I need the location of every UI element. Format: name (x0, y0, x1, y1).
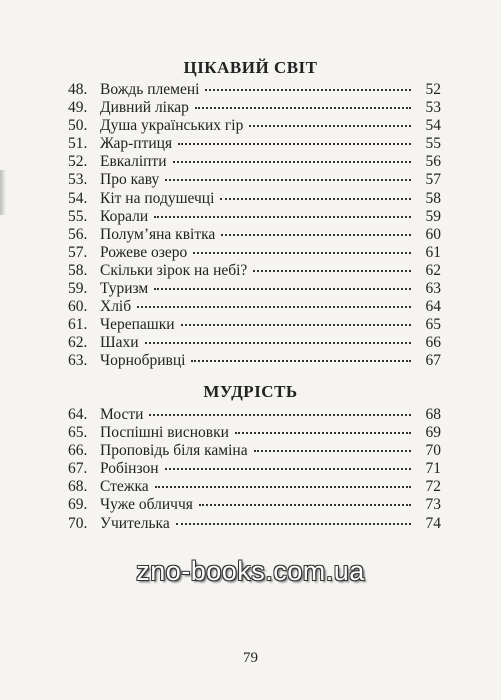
toc-entry-title: Полум’яна квітка (100, 225, 216, 243)
toc-entry-page: 69 (425, 424, 441, 442)
toc-dot-leader (254, 449, 411, 452)
toc-entry (68, 460, 441, 478)
toc-entry-number: 48. (68, 81, 88, 98)
toc-entry-title: Жар-птиця (100, 135, 173, 153)
section-title-mudrist: МУДРІСТЬ (203, 382, 298, 401)
toc-entry-title: Стежка (100, 478, 149, 496)
toc-entry-page: 66 (425, 334, 441, 352)
toc-entry-number: 63. (68, 352, 88, 370)
toc-dot-leader (220, 197, 411, 200)
toc-entry (68, 81, 441, 99)
toc-entry (68, 171, 441, 189)
toc-entry (68, 515, 441, 533)
toc-entry-page: 72 (425, 478, 441, 496)
toc-entry-title: Про каву (100, 171, 160, 189)
toc-dot-leader (195, 106, 411, 109)
toc-entry (68, 406, 441, 424)
toc-entry (68, 153, 441, 171)
toc-entry-page: 56 (425, 153, 441, 171)
toc-entry-page: 67 (425, 352, 441, 370)
toc-entry (68, 262, 441, 280)
toc-entry-number: 57. (68, 243, 88, 261)
toc-entry-number: 59. (68, 280, 88, 298)
toc-entry (68, 208, 441, 226)
toc-entry-title: Черепашки (100, 316, 175, 334)
toc-dot-leader (137, 305, 411, 308)
section-title-cikavyi-svit: ЦІКАВИЙ СВІТ (183, 58, 318, 77)
toc-entry-title: Скільки зірок на небі? (100, 261, 248, 279)
toc-entry-number: 52. (68, 153, 88, 171)
toc-entry-title: Туризм (100, 280, 149, 298)
toc-entry-number: 65. (68, 424, 88, 442)
page-number: 79 (243, 650, 258, 666)
toc-entry-title: Рожеве озеро (100, 243, 188, 261)
toc-entry (68, 117, 441, 135)
toc-entry-title: Корали (100, 207, 149, 225)
toc-entry-title: Чорнобривці (100, 352, 186, 370)
watermark: zno-books.com.ua (136, 556, 365, 586)
toc-entry-page: 59 (425, 207, 441, 225)
toc-entry-number: 51. (68, 135, 88, 153)
toc-entry-number: 53. (68, 171, 88, 189)
toc-entry-page: 73 (425, 496, 441, 514)
toc-entry-title: Учителька (100, 514, 170, 532)
toc-entry-number: 49. (68, 99, 88, 117)
toc-entry-number: 58. (68, 261, 88, 279)
toc-dot-leader (221, 233, 411, 236)
toc-dot-leader (181, 323, 411, 326)
toc-entry-number: 56. (68, 225, 88, 243)
toc-entry-page: 55 (425, 135, 441, 153)
toc-entry-page: 53 (425, 99, 441, 117)
toc-dot-leader (154, 287, 411, 290)
toc-dot-leader (253, 269, 411, 272)
toc-entry-number: 55. (68, 207, 88, 225)
toc-entry (68, 442, 441, 460)
toc-entry-title: Кіт на подушечці (100, 189, 215, 207)
toc-entry-title: Чуже обличчя (100, 496, 193, 514)
toc-list-cikavyi-svit (68, 81, 441, 371)
toc-entry (68, 352, 441, 370)
toc-entry-page: 54 (425, 117, 441, 135)
toc-entry-title: Поспішні висновки (100, 424, 229, 442)
toc-entry (68, 135, 441, 153)
toc-dot-leader (149, 413, 411, 416)
toc-entry-number: 61. (68, 316, 88, 334)
toc-dot-leader (176, 522, 411, 525)
toc-entry-page: 64 (425, 298, 441, 316)
toc-dot-leader (173, 160, 411, 163)
toc-entry (68, 244, 441, 262)
toc-entry (68, 424, 441, 442)
toc-entry-title: Хліб (100, 298, 132, 316)
toc-entry (68, 478, 441, 496)
toc-entry-number: 60. (68, 298, 88, 316)
toc-dot-leader (193, 251, 411, 254)
toc-dot-leader (249, 124, 411, 127)
toc-entry (68, 496, 441, 514)
toc-entry-title: Шахи (100, 334, 139, 352)
toc-dot-leader (165, 467, 411, 470)
toc-entry-page: 61 (425, 243, 441, 261)
toc-entry (68, 334, 441, 352)
toc-dot-leader (235, 431, 411, 434)
toc-entry (68, 280, 441, 298)
toc-entry-page: 58 (425, 189, 441, 207)
toc-dot-leader (199, 503, 411, 506)
toc-dot-leader (165, 178, 411, 181)
toc-entry-page: 52 (425, 81, 441, 98)
toc-dot-leader (154, 215, 411, 218)
toc-entry-page: 57 (425, 171, 441, 189)
toc-entry-page: 62 (425, 261, 441, 279)
toc-entry (68, 298, 441, 316)
toc-entry-number: 67. (68, 460, 88, 478)
toc-entry-number: 54. (68, 189, 88, 207)
toc-dot-leader (155, 485, 411, 488)
toc-entry (68, 316, 441, 334)
page-edge-shadow (0, 170, 6, 215)
toc-entry-page: 65 (425, 316, 441, 334)
toc-entry-title: Робінзон (100, 460, 159, 478)
toc-entry-title: Евкаліпти (100, 153, 167, 171)
toc-entry-number: 70. (68, 514, 88, 532)
toc-entry-page: 63 (425, 280, 441, 298)
toc-dot-leader (191, 359, 411, 362)
toc-entry-page: 71 (425, 460, 441, 478)
toc-entry-page: 74 (425, 514, 441, 532)
toc-dot-leader (145, 341, 411, 344)
toc-entry-title: Проповідь біля каміна (100, 442, 248, 460)
toc-entry-number: 69. (68, 496, 88, 514)
toc-entry (68, 190, 441, 208)
toc-entry-page: 60 (425, 225, 441, 243)
toc-entry (68, 226, 441, 244)
toc-entry (68, 99, 441, 117)
toc-entry-title: Душа українських гір (100, 117, 244, 135)
toc-entry-title: Дивний лікар (100, 99, 189, 117)
toc-entry-page: 70 (425, 442, 441, 460)
toc-entry-number: 64. (68, 406, 88, 423)
toc-dot-leader (205, 88, 411, 91)
toc-list-mudrist (68, 406, 441, 533)
toc-entry-number: 68. (68, 478, 88, 496)
toc-dot-leader (178, 142, 411, 145)
toc-entry-page: 68 (425, 406, 441, 423)
toc-entry-number: 66. (68, 442, 88, 460)
toc-entry-number: 50. (68, 117, 88, 135)
toc-entry-number: 62. (68, 334, 88, 352)
toc-entry-title: Вождь племені (100, 81, 200, 98)
toc-entry-title: Мости (100, 406, 144, 423)
